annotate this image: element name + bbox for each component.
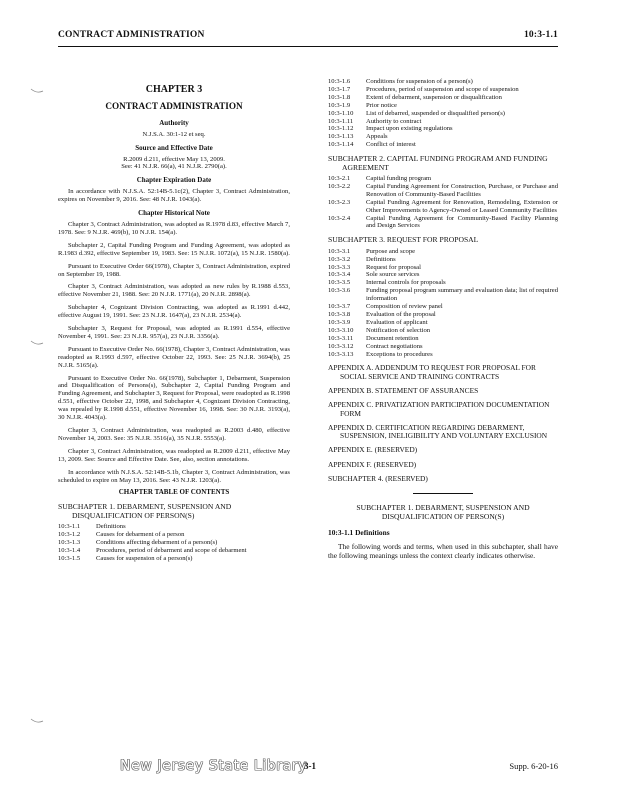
toc-entry-title: Request for proposal bbox=[366, 263, 421, 271]
right-column bbox=[328, 78, 558, 560]
toc-entry-number: 10:3-3.9 bbox=[328, 318, 351, 326]
appendix-list bbox=[328, 364, 558, 483]
toc-entry-number: 10:3-3.6 bbox=[328, 287, 351, 295]
history-note: Pursuant to Executive Order No. 66(1978), Chapter 3, Contract Administration, was readopted as R.1993 d.597, effective October 22, 1993. See: 25 N.J.R. 3694(b), 25 N.J.R. 5165(a). bbox=[58, 345, 290, 369]
header-title: CONTRACT ADMINISTRATION bbox=[58, 30, 205, 40]
toc-entry[interactable] bbox=[328, 199, 558, 215]
toc-entry-number: 10:3-3.4 bbox=[328, 271, 351, 279]
toc-entry-number: 10:3-2.2 bbox=[328, 182, 351, 190]
history-note: Chapter 3, Contract Administration, was readopted as R.2009 d.211, effective May 13, 2009. See: Source and Effective Date. See, also, section annotations. bbox=[58, 447, 290, 463]
toc-entry[interactable] bbox=[328, 335, 558, 343]
toc-entry[interactable] bbox=[58, 531, 290, 539]
toc-entry-number: 10:3-3.1 bbox=[328, 247, 351, 255]
toc-entry[interactable] bbox=[328, 175, 558, 183]
toc-entry-number: 10:3-2.4 bbox=[328, 214, 351, 222]
toc-entry-title: Causes for debarment of a person bbox=[96, 531, 185, 539]
history-note: Subchapter 3, Request for Proposal, was adopted as R.1991 d.554, effective November 4, 1991. See: 23 N.J.R. 957(a), 23 N.J.R. 3356(a). bbox=[58, 325, 290, 340]
toc-subchapter-1-list bbox=[58, 523, 290, 563]
appendix-entry[interactable]: APPENDIX C. PRIVATIZATION PARTICIPATION DOCUMENTATION FORM bbox=[328, 400, 550, 418]
toc-entry-number: 10:3-3.8 bbox=[328, 310, 351, 318]
source-heading: Source and Effective Date bbox=[135, 143, 213, 152]
toc-subchapter-3: SUBCHAPTER 3. REQUEST FOR PROPOSAL bbox=[328, 235, 479, 245]
toc-entry[interactable] bbox=[328, 215, 558, 231]
toc-entry[interactable] bbox=[328, 110, 558, 118]
library-watermark: New Jersey State Library bbox=[120, 758, 307, 774]
toc-entry[interactable] bbox=[328, 102, 558, 110]
toc-entry[interactable] bbox=[328, 343, 558, 351]
toc-subchapter-1: SUBCHAPTER 1. DEBARMENT, SUSPENSION AND DISQUALIFICATION OF PERSON(S) bbox=[58, 502, 232, 520]
toc-entry-title: Contract negotiations bbox=[366, 342, 423, 350]
page-number: 3-1 bbox=[304, 761, 316, 771]
toc-entry-title: Capital Funding Agreement for Community-Based Facility Planning and Design Services bbox=[366, 214, 558, 230]
toc-entry-title: Procedures, period of suspension and scope of suspension bbox=[366, 85, 519, 93]
left-column bbox=[58, 78, 290, 563]
margin-mark bbox=[30, 718, 44, 724]
toc-entry-number: 10:3-3.7 bbox=[328, 303, 351, 311]
toc-entry[interactable] bbox=[328, 183, 558, 199]
toc-entry-title: Definitions bbox=[96, 523, 126, 531]
history-notes bbox=[58, 221, 290, 484]
toc-entry[interactable] bbox=[328, 78, 558, 86]
toc-entry-number: 10:3-3.10 bbox=[328, 326, 354, 334]
toc-entry-number: 10:3-1.14 bbox=[328, 141, 354, 149]
history-note: Subchapter 4, Cognizant Division Contracting, was adopted as R.1991 d.442, effective August 19, 1991. See: 23 N.J.R. 1647(a), 23 N.J.R. 2534(a). bbox=[58, 304, 290, 320]
toc-entry[interactable] bbox=[328, 133, 558, 141]
history-note: Subchapter 2, Capital Funding Program and Funding Agreement, was adopted as R.1983 d.392, effective September 19, 1983. See: 15 N.J.R. 1072(a), 15 N.J.R. 1580(a). bbox=[58, 241, 290, 257]
toc-entry-title: Definitions bbox=[366, 255, 396, 263]
toc-entry[interactable] bbox=[328, 311, 558, 319]
toc-entry-title: Internal controls for proposals bbox=[366, 279, 446, 287]
toc-entry[interactable] bbox=[328, 141, 558, 149]
toc-entry[interactable] bbox=[58, 555, 290, 563]
toc-entry-title: Purpose and scope bbox=[366, 247, 416, 255]
history-note: Chapter 3, Contract Administration, was readopted as R.2003 d.480, effective November 14, 2003. See: 35 N.J.R. 3516(a), 35 N.J.R. 5553(a). bbox=[58, 427, 290, 442]
toc-entry[interactable] bbox=[58, 547, 290, 555]
running-header bbox=[58, 30, 558, 44]
toc-entry[interactable] bbox=[328, 248, 558, 256]
toc-entry-title: Authority to contract bbox=[366, 117, 422, 125]
toc-entry-title: Procedures, period of debarment and scope of debarment bbox=[96, 546, 247, 554]
definitions-paragraph: The following words and terms, when used in this subchapter, shall have the following meanings unless the context clearly indicates otherwise. bbox=[328, 542, 558, 561]
toc-entry-title: Notification of selection bbox=[366, 326, 431, 334]
history-note: In accordance with N.J.S.A. 52:14B-5.1b, Chapter 3, Contract Administration, was scheduled to expire on May 13, 2016. See: 43 N.J.R. 1203(a). bbox=[58, 468, 290, 484]
toc-entry-title: Capital Funding Agreement for Renovation, Remodeling, Extension or Other Improvements to Agency-Owned or Leased Community Facilities bbox=[366, 198, 558, 214]
source-text-1: R.2009 d.211, effective May 13, 2009. bbox=[123, 155, 225, 163]
toc-entry-title: Appeals bbox=[366, 133, 388, 141]
toc-entry-title: Evaluation of applicant bbox=[366, 318, 428, 326]
toc-entry[interactable] bbox=[328, 256, 558, 264]
toc-entry-title: Composition of review panel bbox=[366, 303, 443, 311]
toc-entry-number: 10:3-1.5 bbox=[58, 554, 81, 562]
toc-entry[interactable] bbox=[328, 94, 558, 102]
appendix-entry[interactable]: APPENDIX F. (RESERVED) bbox=[328, 459, 417, 469]
toc-entry-title: Conflict of interest bbox=[366, 141, 416, 149]
toc-entry[interactable] bbox=[328, 86, 558, 94]
toc-entry-title: Conditions for suspension of a person(s) bbox=[366, 78, 473, 85]
chapter-title: CONTRACT ADMINISTRATION bbox=[105, 100, 243, 111]
toc-entry-title: Conditions affecting debarment of a person(s) bbox=[96, 538, 218, 546]
toc-entry-number: 10:3-1.3 bbox=[58, 538, 81, 546]
margin-mark bbox=[30, 88, 44, 94]
history-note: Chapter 3, Contract Administration, was adopted as new rules by R.1988 d.553, effective November 21, 1988. See: 20 N.J.R. 1771(a), 20 N.J.R. 2898(a). bbox=[58, 283, 290, 299]
toc-entry[interactable] bbox=[328, 319, 558, 327]
toc-entry-title: Funding proposal program summary and evaluation data; list of required information bbox=[366, 287, 558, 303]
toc-entry-number: 10:3-1.7 bbox=[328, 85, 351, 93]
expiration-heading: Chapter Expiration Date bbox=[136, 176, 212, 185]
toc-entry-title: Sole source services bbox=[366, 271, 420, 279]
header-rule bbox=[58, 46, 558, 47]
toc-entry[interactable] bbox=[328, 279, 558, 287]
header-section: 10:3-1.1 bbox=[523, 30, 558, 40]
toc-entry[interactable] bbox=[328, 351, 558, 359]
toc-entry[interactable] bbox=[328, 125, 558, 133]
toc-entry-number: 10:3-3.13 bbox=[328, 350, 354, 358]
toc-entry-title: Exceptions to procedures bbox=[366, 350, 433, 358]
toc-entry-number: 10:3-3.11 bbox=[328, 334, 354, 342]
section-divider bbox=[413, 493, 473, 494]
toc-entry-number: 10:3-1.10 bbox=[328, 109, 354, 117]
history-note: Pursuant to Executive Order 66(1978), Chapter 3, Contract Administration, expired on September 19, 1988. bbox=[58, 262, 290, 278]
toc-entry-number: 10:3-2.3 bbox=[328, 198, 351, 206]
toc-entry-title: Capital Funding Agreement for Construction, Purchase, or Purchase and Renovation of Community-Based Facilities bbox=[366, 182, 558, 198]
toc-entry-number: 10:3-3.3 bbox=[328, 263, 351, 271]
toc-entry[interactable] bbox=[328, 264, 558, 272]
toc-entry-number: 10:3-1.11 bbox=[328, 117, 354, 125]
appendix-entry[interactable]: APPENDIX A. ADDENDUM TO REQUEST FOR PROPOSAL FOR SOCIAL SERVICE AND TRAINING CONTRACTS bbox=[328, 363, 536, 381]
toc-entry[interactable] bbox=[328, 303, 558, 311]
toc-entry-number: 10:3-1.12 bbox=[328, 125, 354, 133]
appendix-entry[interactable]: APPENDIX B. STATEMENT OF ASSURANCES bbox=[328, 386, 479, 395]
toc-entry-title: Evaluation of the proposal bbox=[366, 310, 436, 318]
chapter-number: CHAPTER 3 bbox=[145, 84, 203, 95]
authority-heading: Authority bbox=[159, 118, 189, 127]
authority-text: N.J.S.A. 30:1-12 et seq. bbox=[142, 130, 206, 138]
toc-entry[interactable] bbox=[328, 271, 558, 279]
toc-subchapter-2-list bbox=[328, 175, 558, 230]
appendix-entry[interactable]: SUBCHAPTER 4. (RESERVED) bbox=[328, 474, 428, 484]
toc-entry-number: 10:3-3.2 bbox=[328, 255, 351, 263]
toc-entry-title: Document retention bbox=[366, 334, 419, 342]
toc-entry-number: 10:3-1.13 bbox=[328, 133, 354, 141]
history-note: Pursuant to Executive Order No. 66(1978), Subchapter 1, Debarment, Suspension and Disqualification of Persons(s), Subchapter 2, Capital Funding Program and Funding Agreement, and Subchapter 3, Request for Proposal, were readopted as R.1998 d.551, effective October 22, 1998, and Subchapter 4, Cognizant Division Contracting, was repealed by R.1998 d.551, effective November 16, 1998. See: 30 N.J.R. 3193(a), 30 N.J.R. 4043(a). bbox=[58, 374, 291, 422]
history-heading: Chapter Historical Note bbox=[138, 209, 210, 218]
history-note: Chapter 3, Contract Administration, was adopted as R.1978 d.83, effective March 7, 1978. See: 9 N.J.R. 469(b), 10 N.J.R. 154(a). bbox=[58, 220, 291, 236]
toc-entry-number: 10:3-2.1 bbox=[328, 174, 351, 182]
toc-subchapter-3-list bbox=[328, 248, 558, 359]
toc-entry-title: List of debarred, suspended or disqualified person(s) bbox=[366, 109, 505, 117]
toc-heading: CHAPTER TABLE OF CONTENTS bbox=[118, 488, 230, 497]
subchapter-1-heading: SUBCHAPTER 1. DEBARMENT, SUSPENSION AND DISQUALIFICATION OF PERSON(S) bbox=[356, 503, 530, 521]
toc-entry[interactable] bbox=[58, 523, 290, 531]
toc-entry[interactable] bbox=[328, 287, 558, 303]
toc-entry-number: 10:3-3.5 bbox=[328, 279, 351, 287]
supplement-date: Supp. 6-20-16 bbox=[509, 761, 558, 771]
appendix-entry[interactable]: APPENDIX D. CERTIFICATION REGARDING DEBARMENT, SUSPENSION, INELIGIBILITY AND VOLUNTARY EXCLUSION bbox=[328, 422, 548, 441]
toc-entry-number: 10:3-1.1 bbox=[58, 523, 81, 531]
toc-entry-number: 10:3-3.12 bbox=[328, 342, 354, 350]
margin-mark bbox=[30, 340, 44, 346]
definitions-heading: 10:3-1.1 Definitions bbox=[328, 528, 390, 538]
appendix-entry[interactable]: APPENDIX E. (RESERVED) bbox=[328, 445, 418, 455]
toc-entry-number: 10:3-1.6 bbox=[328, 78, 351, 85]
toc-entry-number: 10:3-1.9 bbox=[328, 101, 351, 109]
toc-entry-number: 10:3-1.4 bbox=[58, 546, 81, 554]
toc-entry-title: Impact upon existing regulations bbox=[366, 125, 453, 133]
toc-subchapter-2: SUBCHAPTER 2. CAPITAL FUNDING PROGRAM AND FUNDING AGREEMENT bbox=[328, 154, 548, 172]
toc-entry[interactable] bbox=[58, 539, 290, 547]
toc-entry-title: Prior notice bbox=[366, 101, 397, 109]
toc-entry[interactable] bbox=[328, 327, 558, 335]
toc-entry-number: 10:3-1.2 bbox=[58, 531, 81, 539]
toc-entry-title: Causes for suspension of a person(s) bbox=[96, 554, 193, 562]
toc-entry-title: Extent of debarment, suspension or disqualification bbox=[366, 93, 502, 101]
toc-entry-number: 10:3-1.8 bbox=[328, 93, 351, 101]
expiration-paragraph: In accordance with N.J.S.A. 52:14B-5.1c(2), Chapter 3, Contract Administration, expires on November 9, 2016. See: 48 N.J.R. 1043(a). bbox=[58, 188, 290, 204]
source-text-2: See: 41 N.J.R. 66(a), 41 N.J.R. 2790(a). bbox=[121, 163, 227, 171]
toc-entry[interactable] bbox=[328, 118, 558, 126]
toc-entry-title: Capital funding program bbox=[366, 174, 432, 182]
toc-subchapter-1-list-cont bbox=[328, 78, 558, 149]
